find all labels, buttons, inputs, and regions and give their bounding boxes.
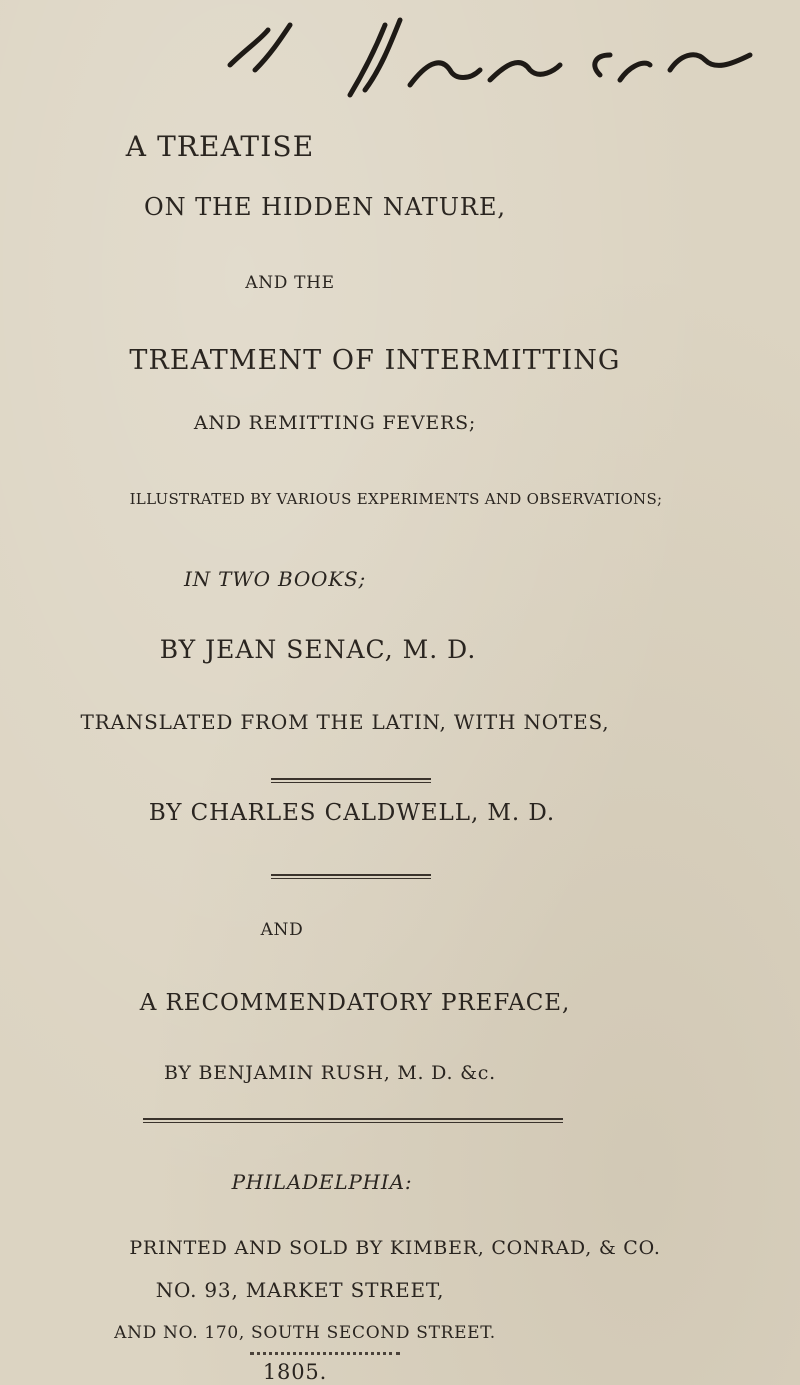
imprint-printer: PRINTED AND SOLD BY KIMBER, CONRAD, & CO. [129, 1237, 661, 1259]
dotted-rule [250, 1352, 400, 1355]
divider-rule [271, 778, 431, 783]
title-line-3: AND THE [245, 273, 335, 293]
imprint-address-1: NO. 93, MARKET STREET, [155, 1278, 445, 1302]
author-line: BY JEAN SENAC, M. D. [159, 635, 477, 664]
imprint-year: 1805. [262, 1360, 328, 1384]
title-line-5: AND REMITTING FEVERS; [193, 412, 477, 434]
conjunction-line: AND [260, 920, 304, 940]
preface-line: A RECOMMENDATORY PREFACE, [139, 990, 571, 1016]
title-line-1: A TREATISE [125, 130, 315, 163]
title-line-2: ON THE HIDDEN NATURE, [143, 193, 507, 221]
divider-rule [143, 1118, 563, 1123]
title-line-6: ILLUSTRATED BY VARIOUS EXPERIMENTS AND OBSERVATIONS; [129, 490, 663, 508]
translation-line: TRANSLATED FROM THE LATIN, WITH NOTES, [80, 710, 610, 734]
title-line-7: IN TWO BOOKS; [183, 567, 367, 591]
title-line-4: TREATMENT OF INTERMITTING [129, 345, 621, 376]
preface-author-line: BY BENJAMIN RUSH, M. D. &c. [164, 1062, 496, 1084]
translator-line: BY CHARLES CALDWELL, M. D. [148, 800, 556, 826]
divider-rule [271, 874, 431, 879]
imprint-city: PHILADELPHIA: [231, 1170, 413, 1194]
handwritten-signature [150, 10, 770, 105]
imprint-address-2: AND NO. 170, SOUTH SECOND STREET. [114, 1323, 496, 1343]
